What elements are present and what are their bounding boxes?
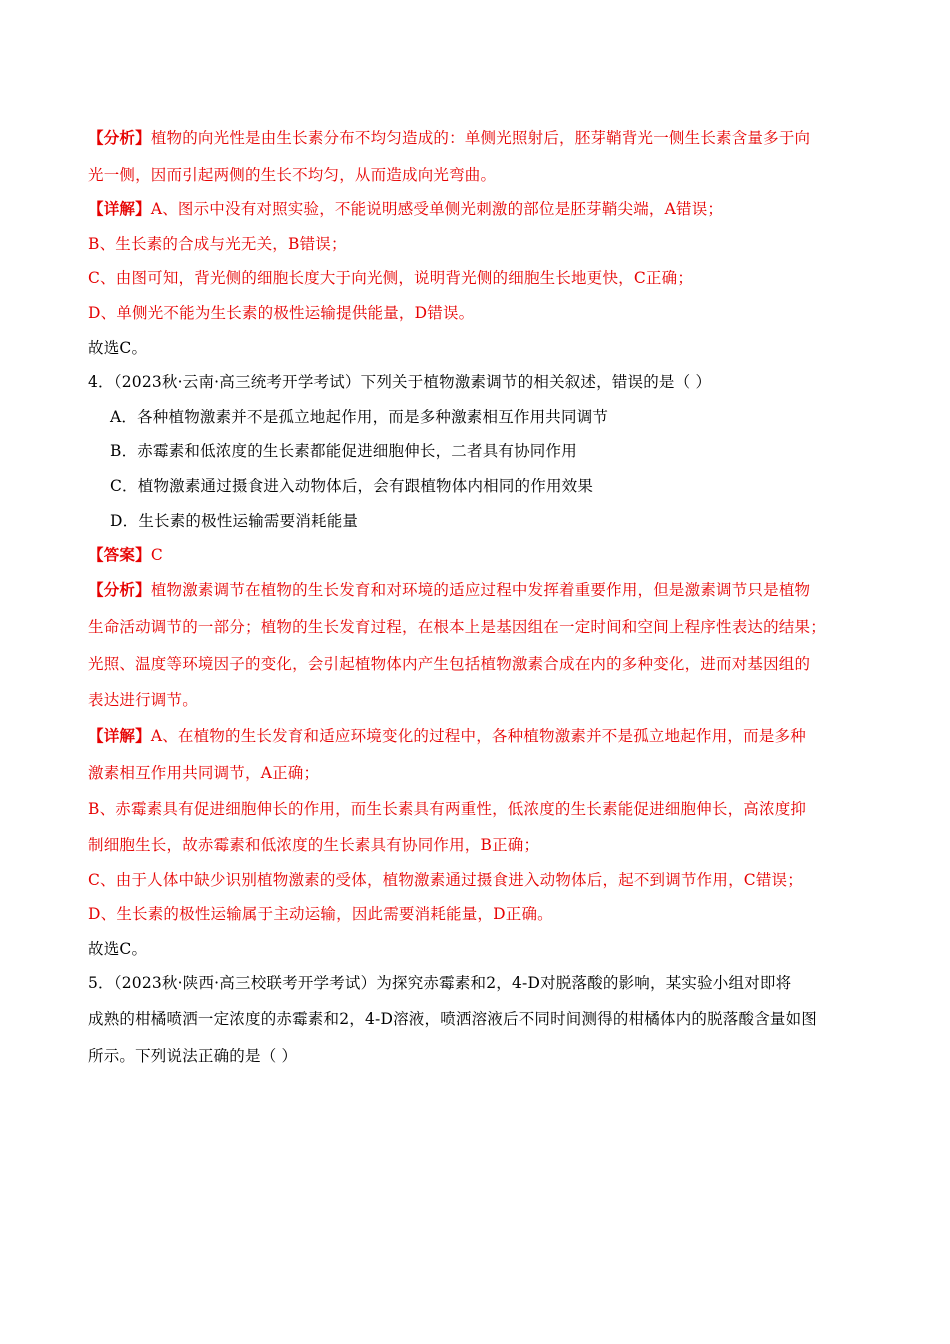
answer-value: C [150,546,163,564]
q4-analysis-line-3: 光照、温度等环境因子的变化，会引起植物体内产生包括植物激素合成在内的多种变化，进而对基因组的 [88,655,811,673]
q4-analysis-line-2: 生命活动调节的一部分；植物的生长发育过程，在根本上是基因组在一定时间和空间上程序性表达的结果； [88,618,826,636]
q4-answer [88,545,163,565]
q3-detail-line-4: D、单侧光不能为生长素的极性运输提供能量，D错误。 [88,304,475,322]
analysis-tag: 【分析】 [88,580,151,599]
q4-detail-line-4: 制细胞生长，故赤霉素和低浓度的生长素具有协同作用，B正确； [88,836,540,854]
q4-stem: 4．（2023秋·云南·高三统考开学考试）下列关于植物激素调节的相关叙述，错误的是（ ） [88,373,712,391]
q4-detail-line-5: C、由于人体中缺少识别植物激素的受体，植物激素通过摄食进入动物体后，起不到调节作用，C错误； [88,871,803,889]
q4-detail-line-6: D、生长素的极性运输属于主动运输，因此需要消耗能量，D正确。 [88,905,553,923]
detail-tag: 【详解】 [88,199,151,218]
q4-option-d: D．生长素的极性运输需要消耗能量 [110,512,359,530]
q3-detail-line-3: C、由图可知，背光侧的细胞长度大于向光侧，说明背光侧的细胞生长地更快，C正确； [88,269,694,287]
q4-detail-line-3: B、赤霉素具有促进细胞伸长的作用，而生长素具有两重性，低浓度的生长素能促进细胞伸长，高浓度抑 [88,800,807,818]
q4-detail-line-1: 【详解】A、在植物的生长发育和适应环境变化的过程中，各种植物激素并不是孤立地起作用，而是多种 [88,726,806,745]
q4-option-b: B．赤霉素和低浓度的生长素都能促进细胞伸长，二者具有协同作用 [110,442,577,460]
q3-conclusion: 故选C。 [88,339,148,357]
q5-stem-line-3: 所示。下列说法正确的是（ ） [88,1047,298,1065]
answer-tag: 【答案】 [88,545,151,564]
q4-detail-line-2: 激素相互作用共同调节，A正确； [88,764,320,782]
q3-detail-line-1: 【详解】A、图示中没有对照实验，不能说明感受单侧光刺激的部位是胚芽鞘尖端，A错误； [88,199,724,218]
q4-conclusion: 故选C。 [88,940,148,958]
q5-stem-line-2: 成熟的柑橘喷洒一定浓度的赤霉素和2，4-D溶液，喷洒溶液后不同时间测得的柑橘体内的脱落酸含量如图 [88,1010,817,1028]
q3-analysis-line-1: 【分析】植物的向光性是由生长素分布不均匀造成的：单侧光照射后，胚芽鞘背光一侧生长素含量多于向 [88,128,811,147]
q4-option-a: A．各种植物激素并不是孤立地起作用，而是多种激素相互作用共同调节 [110,408,609,426]
q5-stem-line-1: 5．（2023秋·陕西·高三校联考开学考试）为探究赤霉素和2，4-D对脱落酸的影响，某实验小组对即将 [88,974,792,992]
q4-analysis-line-4: 表达进行调节。 [88,691,198,709]
q3-analysis-line-2: 光一侧，因而引起两侧的生长不均匀，从而造成向光弯曲。 [88,166,497,184]
q3-detail-line-2: B、生长素的合成与光无关，B错误； [88,235,347,253]
q4-analysis-line-1: 【分析】植物激素调节在植物的生长发育和对环境的适应过程中发挥着重要作用，但是激素调节只是植物 [88,580,811,599]
analysis-tag: 【分析】 [88,128,151,147]
q4-option-c: C．植物激素通过摄食进入动物体后，会有跟植物体内相同的作用效果 [110,477,594,495]
detail-tag: 【详解】 [88,726,151,745]
